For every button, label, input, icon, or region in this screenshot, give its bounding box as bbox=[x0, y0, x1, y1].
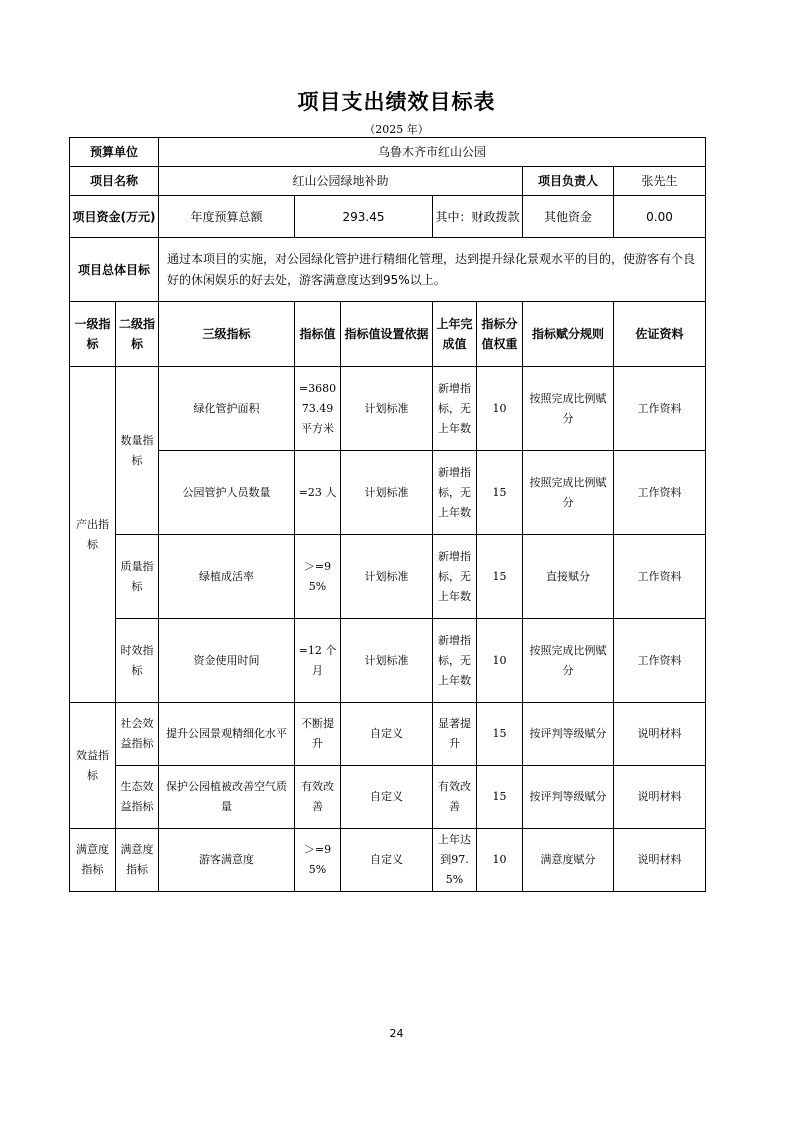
year-label: （2025 年） bbox=[364, 123, 429, 136]
goal-label: 项目总体目标 bbox=[70, 238, 159, 302]
subgroup-timeliness: 时效指标 bbox=[116, 619, 159, 703]
weight-cell: 15 bbox=[477, 766, 523, 829]
basis-cell: 计划标准 bbox=[341, 619, 433, 703]
other-funds-label: 其他资金 bbox=[523, 196, 614, 238]
evidence-cell: 工作资料 bbox=[614, 367, 706, 451]
basis-cell: 自定义 bbox=[341, 766, 433, 829]
header-level1: 一级指标 bbox=[70, 302, 116, 367]
table-row bbox=[70, 766, 706, 829]
project-name-value: 红山公园绿地补助 bbox=[159, 167, 523, 196]
group-output: 产出指标 bbox=[70, 367, 116, 703]
indicator-cell: 资金使用时间 bbox=[159, 619, 295, 703]
evidence-cell: 工作资料 bbox=[614, 535, 706, 619]
basis-cell: 自定义 bbox=[341, 703, 433, 766]
fiscal-allocation-label: 其中：财政拨款 bbox=[433, 196, 523, 238]
subgroup-quantity: 数量指标 bbox=[116, 367, 159, 535]
last-year-cell: 显著提升 bbox=[433, 703, 477, 766]
evidence-cell: 说明材料 bbox=[614, 829, 706, 892]
indicator-cell: 保护公园植被改善空气质量 bbox=[159, 766, 295, 829]
weight-cell: 10 bbox=[477, 367, 523, 451]
indicator-cell: 游客满意度 bbox=[159, 829, 295, 892]
table-row bbox=[70, 829, 706, 892]
rule-cell: 按评判等级赋分 bbox=[523, 703, 614, 766]
weight-cell: 10 bbox=[477, 829, 523, 892]
basis-cell: 计划标准 bbox=[341, 367, 433, 451]
group-benefit: 效益指标 bbox=[70, 703, 116, 829]
subgroup-quality: 质量指标 bbox=[116, 535, 159, 619]
header-level3: 三级指标 bbox=[159, 302, 295, 367]
header-basis: 指标值设置依据 bbox=[341, 302, 433, 367]
funds-label: 项目资金(万元) bbox=[70, 196, 159, 238]
weight-cell: 15 bbox=[477, 703, 523, 766]
header-last-year: 上年完成值 bbox=[433, 302, 477, 367]
last-year-cell: 新增指标，无上年数 bbox=[433, 451, 477, 535]
last-year-cell: 有效改善 bbox=[433, 766, 477, 829]
other-funds-value: 0.00 bbox=[614, 196, 706, 238]
indicator-cell: 绿化管护面积 bbox=[159, 367, 295, 451]
last-year-cell: 新增指标，无上年数 bbox=[433, 367, 477, 451]
subgroup-social: 社会效益指标 bbox=[116, 703, 159, 766]
value-cell: 不断提升 bbox=[295, 703, 341, 766]
basis-cell: 计划标准 bbox=[341, 535, 433, 619]
budget-unit-value: 乌鲁木齐市红山公园 bbox=[159, 138, 706, 167]
weight-cell: 15 bbox=[477, 451, 523, 535]
subgroup-satisfaction: 满意度指标 bbox=[116, 829, 159, 892]
value-cell: ＞=95% bbox=[295, 829, 341, 892]
goal-text: 通过本项目的实施，对公园绿化管护进行精细化管理，达到提升绿化景观水平的目的，使游客有个良好的休闲娱乐的好去处，游客满意度达到95%以上。 bbox=[159, 238, 706, 302]
annual-budget-value: 293.45 bbox=[295, 196, 433, 238]
value-cell: =12 个月 bbox=[295, 619, 341, 703]
rule-cell: 按照完成比例赋分 bbox=[523, 451, 614, 535]
evidence-cell: 说明材料 bbox=[614, 703, 706, 766]
table-row bbox=[70, 451, 706, 535]
last-year-cell: 新增指标，无上年数 bbox=[433, 535, 477, 619]
group-satisfaction: 满意度指标 bbox=[70, 829, 116, 892]
evidence-cell: 说明材料 bbox=[614, 766, 706, 829]
rule-cell: 按照完成比例赋分 bbox=[523, 619, 614, 703]
header-rule: 指标赋分规则 bbox=[523, 302, 614, 367]
last-year-cell: 上年达到97.5% bbox=[433, 829, 477, 892]
weight-cell: 15 bbox=[477, 535, 523, 619]
weight-cell: 10 bbox=[477, 619, 523, 703]
indicator-cell: 提升公园景观精细化水平 bbox=[159, 703, 295, 766]
header-level2: 二级指标 bbox=[116, 302, 159, 367]
performance-table bbox=[69, 137, 706, 892]
project-name-label: 项目名称 bbox=[70, 167, 159, 196]
table-row bbox=[70, 535, 706, 619]
rule-cell: 直接赋分 bbox=[523, 535, 614, 619]
value-cell: =368073.49平方米 bbox=[295, 367, 341, 451]
evidence-cell: 工作资料 bbox=[614, 619, 706, 703]
subgroup-ecological: 生态效益指标 bbox=[116, 766, 159, 829]
value-cell: =23 人 bbox=[295, 451, 341, 535]
annual-budget-label: 年度预算总额 bbox=[159, 196, 295, 238]
page-number: 24 bbox=[389, 1027, 404, 1040]
last-year-cell: 新增指标，无上年数 bbox=[433, 619, 477, 703]
rule-cell: 按照完成比例赋分 bbox=[523, 367, 614, 451]
header-evidence: 佐证资料 bbox=[614, 302, 706, 367]
rule-cell: 按评判等级赋分 bbox=[523, 766, 614, 829]
page-title: 项目支出绩效目标表 bbox=[297, 90, 496, 114]
project-owner-label: 项目负责人 bbox=[523, 167, 614, 196]
table-row bbox=[70, 367, 706, 451]
indicator-cell: 绿植成活率 bbox=[159, 535, 295, 619]
header-value: 指标值 bbox=[295, 302, 341, 367]
value-cell: 有效改善 bbox=[295, 766, 341, 829]
header-weight: 指标分值权重 bbox=[477, 302, 523, 367]
project-owner-value: 张先生 bbox=[614, 167, 706, 196]
indicator-cell: 公园管护人员数量 bbox=[159, 451, 295, 535]
table-row bbox=[70, 703, 706, 766]
rule-cell: 满意度赋分 bbox=[523, 829, 614, 892]
value-cell: ＞=95% bbox=[295, 535, 341, 619]
basis-cell: 计划标准 bbox=[341, 451, 433, 535]
budget-unit-label: 预算单位 bbox=[70, 138, 159, 167]
evidence-cell: 工作资料 bbox=[614, 451, 706, 535]
basis-cell: 自定义 bbox=[341, 829, 433, 892]
table-row bbox=[70, 619, 706, 703]
